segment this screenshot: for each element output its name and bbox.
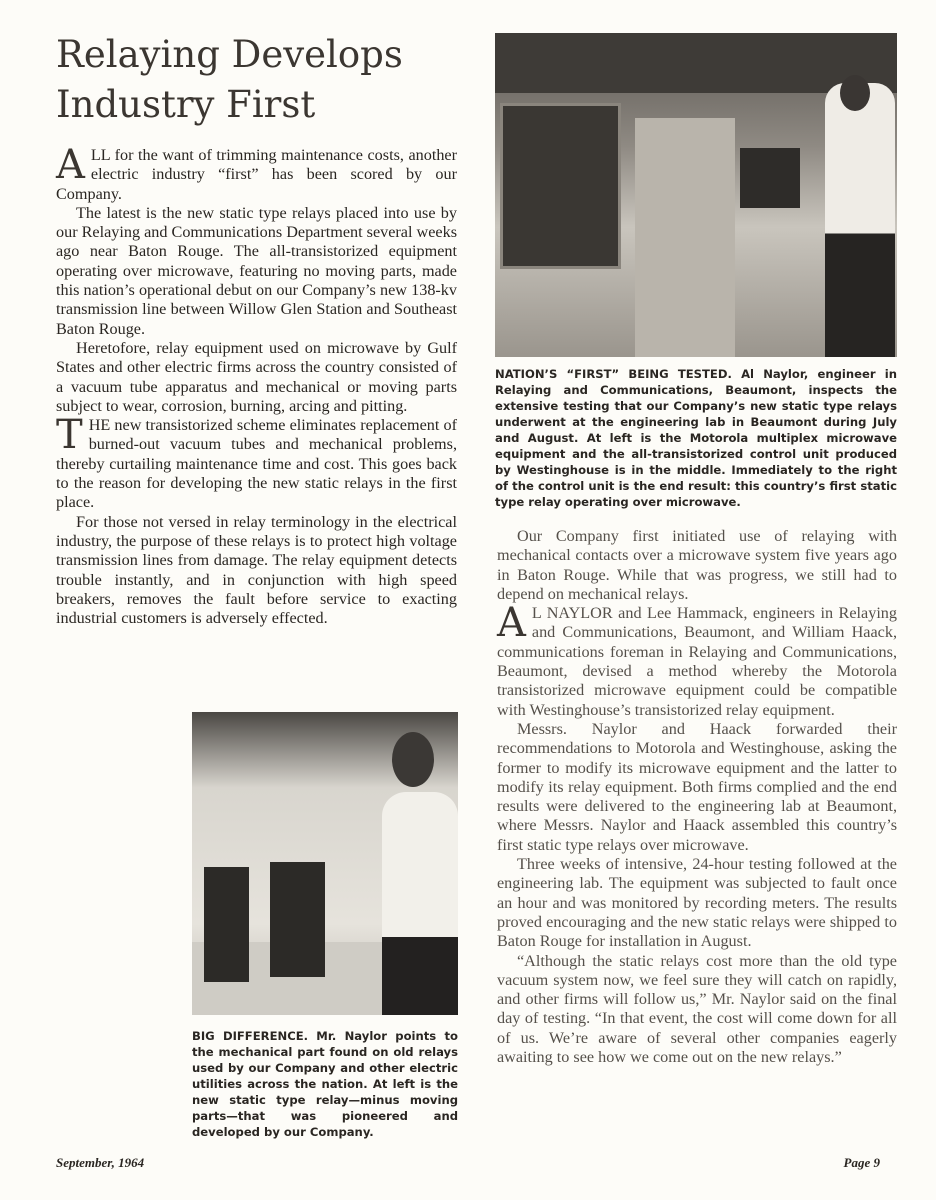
paragraph-text: HE new transistorized scheme eliminates replacement of burned-out vacuum tubes and mechanical problems, thereby curtailing maintenance time and cost. This goes back to the reason for developing the new static relays in the first place. bbox=[56, 416, 457, 512]
drop-cap: A bbox=[56, 142, 85, 188]
footer-date: September, 1964 bbox=[56, 1155, 145, 1170]
paragraph: Messrs. Naylor and Haack forwarded their recommendations to Motorola and Westinghouse, asking the former to modify its microwave equipment and the latter to modify its relay equipment. Both firms complied and the end results were delivered to the engineering lab at Beaumont, where Messrs. Naylor and Haack assembled this country’s first static type relays over microwave. bbox=[497, 719, 897, 854]
photo-caption-bottom: BIG DIFFERENCE. Mr. Naylor points to the mechanical part found on old relays used by our Company and other electric utilities across the nation. At left is the new static type relay—minus moving parts—that was pioneered and developed by our Company. bbox=[192, 1029, 458, 1139]
photo-relay-comparison bbox=[192, 712, 458, 1015]
paragraph-text: L NAYLOR and Lee Hammack, engineers in Relaying and Communications, Beaumont, and William Haack, communications foreman in Relaying and Communications, Beaumont, devised a method whereby the Motorola transistorized microwave equipment could be compatible with Westinghouse’s transistorized relay equipment. bbox=[497, 604, 897, 719]
paragraph-text: LL for the want of trimming maintenance costs, another electric industry “first” has been scored by our Company. bbox=[56, 146, 457, 203]
paragraph: Heretofore, relay equipment used on microwave by Gulf States and other electric firms across the country consisted of a vacuum tube apparatus and mechanical or moving parts subject to wear, corrosion, burning, arcing and pitting. bbox=[56, 338, 457, 415]
drop-cap: A bbox=[497, 600, 526, 647]
right-column bbox=[497, 527, 897, 1067]
paragraph bbox=[497, 600, 897, 720]
paragraph: The latest is the new static type relays placed into use by our Relaying and Communications Department several weeks ago near Baton Rouge. The all-transistorized equipment operating over microwave, featuring no moving parts, made this nation’s operational debut on our Company’s new 138-kv transmission line between Willow Glen Station and Southeast Baton Rouge. bbox=[56, 203, 457, 338]
left-column bbox=[56, 142, 457, 628]
paragraph bbox=[56, 412, 457, 512]
page-number: Page 9 bbox=[843, 1155, 880, 1170]
photo-caption-top: NATION’S “FIRST” BEING TESTED. Al Naylor, engineer in Relaying and Communications, Beaumont, inspects the extensive testing that our Company’s new static type relays underwent at the engineering lab in Beaumont during July and August. At left is the Motorola multiplex microwave equipment and the all-transistorized control unit produced by Westinghouse is in the middle. Immediately to the right of the control unit is the end result: this country’s first static type relay operating over microwave. bbox=[495, 367, 897, 509]
paragraph: Three weeks of intensive, 24-hour testing followed at the engineering lab. The equipment was subjected to fault once an hour and was monitored by recording meters. The results proved encouraging and the new static relays were shipped to Baton Rouge for installation in August. bbox=[497, 855, 897, 951]
article-title: Relaying Develops Industry First bbox=[56, 33, 403, 126]
paragraph: For those not versed in relay terminology in the electrical industry, the purpose of these relays is to protect high voltage transmission lines from damage. The relay equipment detects trouble instantly, and in conjunction with high speed breakers, removes the fault before service to exacting industrial customers is adversely effected. bbox=[56, 512, 457, 628]
drop-cap: T bbox=[56, 412, 83, 459]
photo-testing-lab bbox=[495, 33, 897, 357]
paragraph: “Although the static relays cost more than the old type vacuum system now, we feel sure they will catch on rapidly, and other firms will follow us,” Mr. Naylor said on the final day of testing. “In that event, the cost will come down for all of us. We’re aware of several other companies eagerly awaiting to see how we come out on the new relays.” bbox=[497, 951, 897, 1067]
paragraph: Our Company first initiated use of relaying with mechanical contacts over a microwave system five years ago in Baton Rouge. While that was progress, we still had to depend on mechanical relays. bbox=[497, 527, 897, 603]
paragraph bbox=[56, 142, 457, 204]
